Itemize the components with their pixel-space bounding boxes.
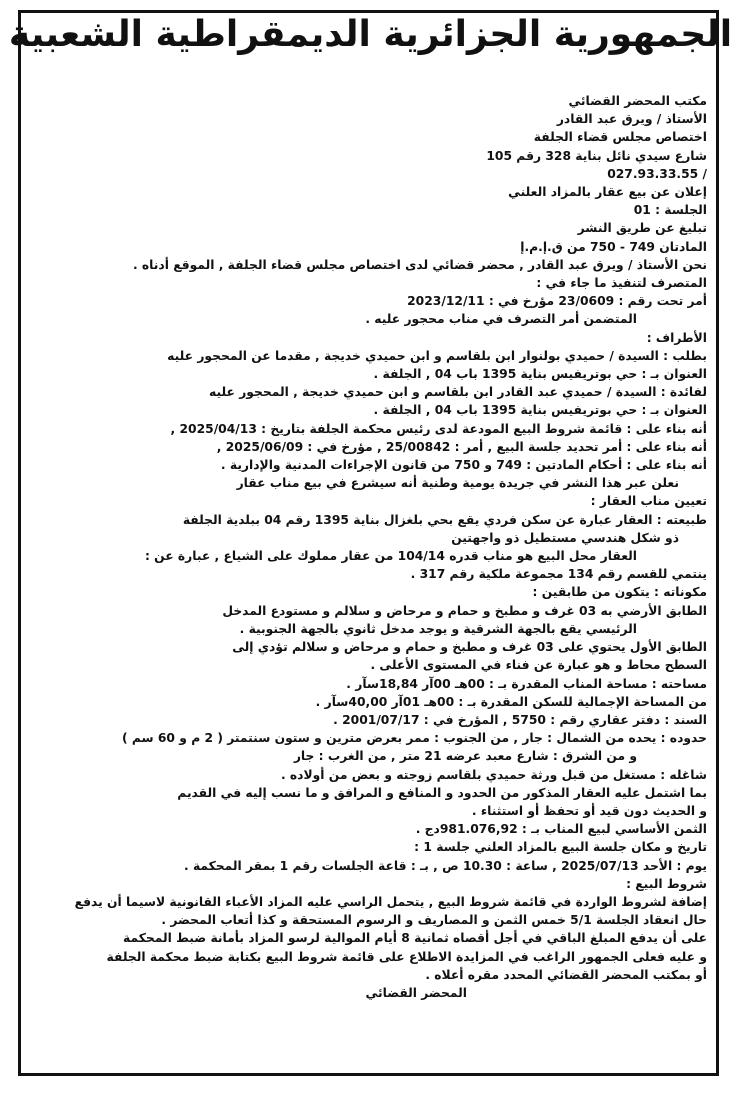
basis-order: أنه بناء على : أمر تحديد جلسة البيع , أمر : 25/00842 , مؤرخ في : 2025/06/09 , <box>216 439 707 454</box>
property-shape: ذو شكل هندسي مستطيل ذو واجهتين <box>451 530 679 545</box>
order-reference: أمر تحت رقم : 23/0609 مؤرخ في : 2023/12/11 <box>407 294 707 309</box>
appurtenances-cont: و الحديث دون قيد أو تحفظ أو استثناء . <box>471 803 707 818</box>
boundaries-cont: و من الشرق : شارع معبد عرضه 21 متر , من الغرب : جار <box>293 749 637 764</box>
office-phone: / 027.93.33.55 <box>607 166 707 181</box>
appurtenances: بما اشتمل عليه العقار المذكور من الحدود و المنافع و المرافق و ما نسب إليه في القديم <box>177 785 707 800</box>
boundaries: حدوده : يحده من الشمال : جار , من الجنوب : ممر بعرض مترين و ستون سنتمتر ( 2 م و 60 سم ) <box>121 731 707 746</box>
bailiff-name: الأستاذ / ويرق عبد القادر <box>556 112 707 127</box>
order-subject: المتضمن أمر التصرف في مناب محجور عليه . <box>365 312 637 327</box>
beneficiary: لفائدة : السيدة / حميدي عبد القادر ابن بلقاسم و ابن حميدي خديجة , المحجور عليه <box>209 385 707 400</box>
parties-heading: الأطراف : <box>646 330 707 345</box>
page-title: الجمهورية الجزائرية الديمقراطية الشعبية <box>8 14 733 55</box>
first-floor: الطابق الأول يحتوي على 03 غرف و مطبخ و حمام و مرحاض و سلالم تؤدي إلى <box>232 640 707 655</box>
ground-floor: الطابق الأرضي به 03 غرف و مطبخ و حمام و مرحاض و سلالم و مستودع المدخل <box>222 603 707 618</box>
requester-address: العنوان بـ : حي بوتريفيس بناية 1395 باب 04 , الجلفة . <box>373 367 707 382</box>
jurisdiction: اختصاص مجلس قضاء الجلفة <box>533 130 707 145</box>
area-total: من المساحة الإجمالية للسكن المقدرة بـ : 00هـ 01آر 40,00سآر . <box>315 694 707 709</box>
condition-1: إضافة لشروط الواردة في قائمة شروط البيع , يتحمل الراسي عليه المزاد الأعباء القانونية لاسيما أن يدفع <box>74 894 707 909</box>
property-section: ينتمي للقسم رقم 134 مجموعة ملكية رقم 317 . <box>410 567 707 582</box>
property-nature: طبيعته : العقار عبارة عن سكن فردي يقع بحي بلغزال بناية 1395 رقم 04 ببلدية الجلفة <box>182 512 707 527</box>
office-name: مكتب المحضر القضائي <box>568 94 707 108</box>
acting-under: المتصرف لتنفيذ ما جاء في : <box>536 276 707 291</box>
condition-3: على أن يدفع المبلغ الباقي في أجل أقصاه ثمانية 8 أيام الموالية لرسو المزاد بأمانة ضبط المحكمة <box>123 931 707 946</box>
intro-statement: نحن الأستاذ / ويرق عبد القادر , محضر قضائي لدى اختصاص مجلس قضاء الجلفة , الموقع أدناه . <box>132 257 707 272</box>
session-date-heading: تاريخ و مكان جلسة البيع بالمزاد العلني جلسة 1 : <box>414 840 707 855</box>
publication-mode: تبليغ عن طريق النشر <box>577 221 707 236</box>
legal-articles: المادتان 749 - 750 من ق.إ.م.إ <box>520 239 707 254</box>
session-date: يوم : الأحد 2025/07/13 , ساعة : 10.30 ص , بـ : قاعة الجلسات رقم 1 بمقر المحكمة . <box>184 858 707 873</box>
base-price: الثمن الأساسي لبيع المناب بـ : 981.076,92دج . <box>415 822 707 837</box>
notice-heading: إعلان عن بيع عقار بالمزاد العلني <box>508 185 707 200</box>
office-address: شارع سيدي نائل بناية 328 رقم 105 <box>486 148 707 163</box>
condition-5: أو بمكتب المحضر القضائي المحدد مقره أعلاه . <box>425 967 707 982</box>
signature: المحضر القضائي <box>365 985 467 1000</box>
basis-conditions: أنه بناء على : قائمة شروط البيع المودعة لدى رئيس محكمة الجلفة بتاريخ : 2025/04/13 , <box>170 421 707 436</box>
first-floor-cont: السطح محاط و هو عبارة عن فناء في المستوى الأعلى . <box>370 658 707 673</box>
title-deed: السند : دفتر عقاري رقم : 5750 , المؤرخ في : 2001/07/17 . <box>333 712 707 727</box>
area-share: مساحته : مساحة المناب المقدرة بـ : 00هـ 00آر 18,84سآر . <box>346 676 707 691</box>
property-share: العقار محل البيع هو مناب قدره 104/14 من عقار مملوك على الشياع , عبارة عن : <box>144 549 637 564</box>
components-heading: مكوناته : يتكون من طابقين : <box>532 585 707 600</box>
sale-conditions-heading: شروط البيع : <box>626 876 707 891</box>
occupant: شاغله : مستغل من قبل ورثة حميدي بلقاسم زوجته و بعض من أولاده . <box>280 767 707 782</box>
property-heading: تعيين مناب العقار : <box>590 494 707 509</box>
requester: بطلب : السيدة / حميدي بولنوار ابن بلقاسم و ابن حميدي خديجة , مقدما عن المحجور عليه <box>167 348 707 363</box>
notice-body <box>34 92 707 1076</box>
condition-4: و عليه فعلى الجمهور الراغب في المزايدة الاطلاع على قائمة شروط البيع بكتابة ضبط محكمة الجلفة <box>106 949 707 964</box>
condition-2: حال انعقاد الجلسة 5/1 خمس الثمن و المصاريف و الرسوم المستحقة و كذا أتعاب المحضر . <box>161 913 707 928</box>
announcement: نعلن عبر هذا النشر في جريدة يومية وطنية أنه سيشرع في بيع مناب عقار <box>236 476 679 491</box>
beneficiary-address: العنوان بـ : حي بوتريفيس بناية 1395 باب 04 , الجلفة . <box>373 403 707 418</box>
ground-floor-cont: الرئيسي يقع بالجهة الشرقية و يوجد مدخل ثانوي بالجهة الجنوبية . <box>239 621 637 636</box>
session-number: الجلسة : 01 <box>633 203 707 218</box>
basis-articles: أنه بناء على : أحكام المادتين : 749 و 750 من قانون الإجراءات المدنية والإدارية . <box>220 458 707 473</box>
